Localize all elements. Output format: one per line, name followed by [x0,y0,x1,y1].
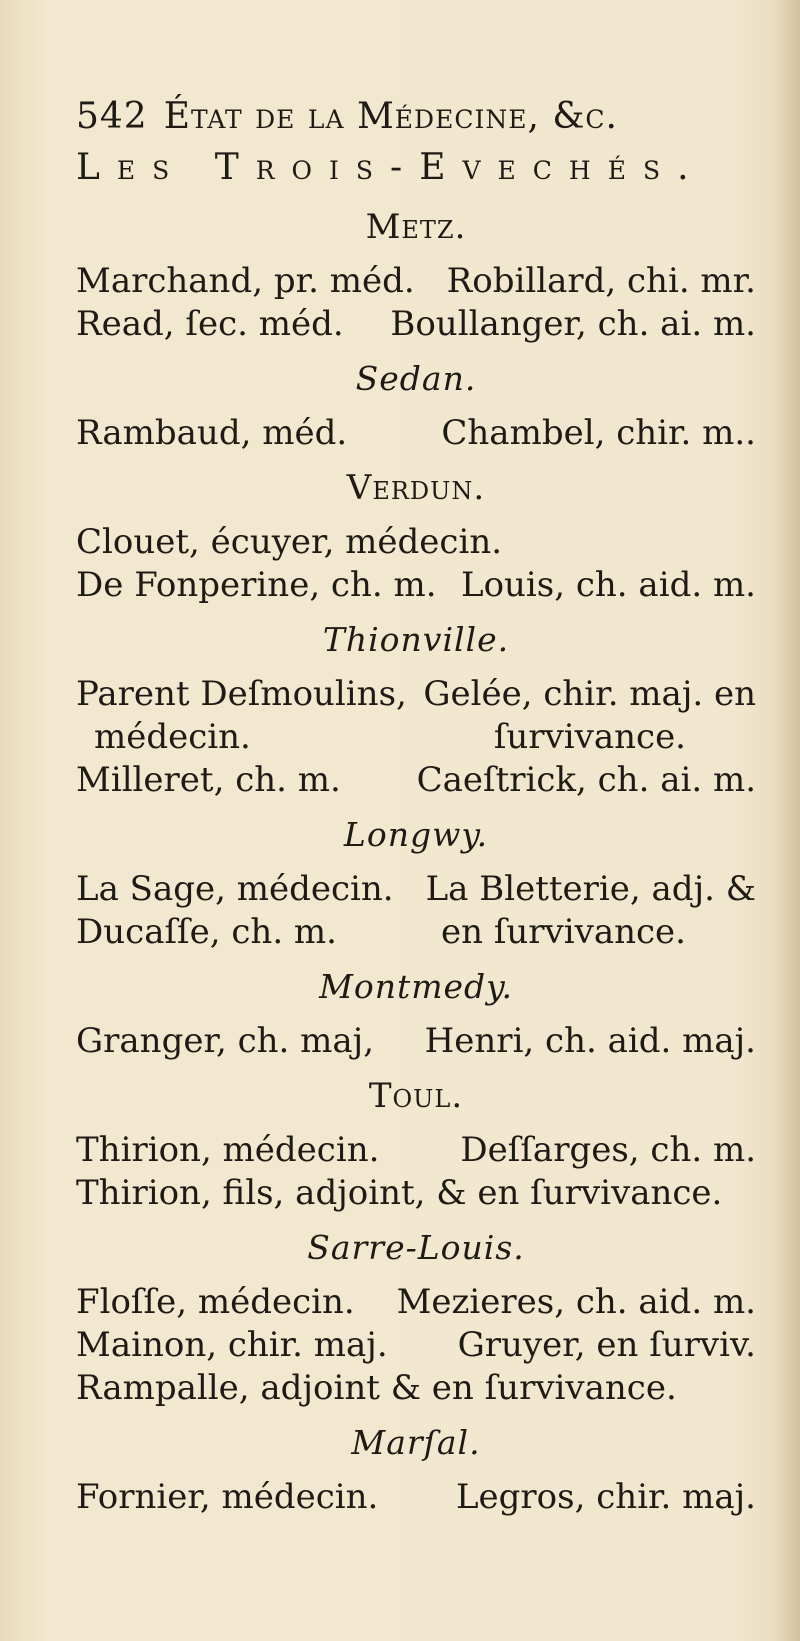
entry-row [76,759,756,802]
entry-row [76,1367,756,1410]
entry-left: Thirion, médecin. [76,1130,380,1170]
entry-row [76,1129,756,1172]
section-heading-longwy: Longwy. [343,815,489,854]
region-title: Les Trois-Evechés. [76,147,706,188]
entry-left: Thirion, fils, adjoint, & en ſurvivance. [76,1173,723,1213]
entry-row [76,1476,756,1519]
entry-left: Granger, ch. maj, [76,1021,375,1061]
entry-row [76,1020,756,1063]
entry-row [76,868,756,911]
entry-row [76,716,756,759]
entry-right: Louis, ch. aid. m. [460,565,756,605]
page-edge-shadow [774,0,800,1641]
section-heading-marsal: Marſal. [351,1423,481,1462]
entry-row [76,521,756,564]
entry-row [76,1281,756,1324]
entry-right: Robillard, chi. mr. [446,261,756,301]
entry-right: Deſſarges, ch. m. [460,1130,756,1170]
entry-left: Rampalle, adjoint & en ſurvivance. [76,1368,677,1408]
entry-left: Rambaud, méd. [76,413,348,453]
section-heading-verdun: Verdun. [346,468,486,508]
running-header [76,92,756,142]
entry-left: De Fonperine, ch. m. [76,565,437,605]
entry-row [76,564,756,607]
entry-right: ſurvivance. [493,717,686,757]
entry-right: Caeſtrick, ch. ai. m. [416,760,756,800]
running-title: État de la Médecine, &c. [163,96,618,137]
section-heading-montmedy: Montmedy. [319,967,513,1006]
page-number: 542 [76,96,148,137]
entry-right: Legros, chir. maj. [455,1477,756,1517]
entry-row [76,303,756,346]
entry-right: Gruyer, en ſurviv. [457,1325,756,1365]
entry-row [76,260,756,303]
entry-right: La Bletterie, adj. & [425,869,756,909]
entry-row [76,1324,756,1367]
entry-right: Chambel, chir. m.. [441,413,756,453]
entry-left: Marchand, pr. méd. [76,261,415,301]
entry-row [76,412,756,455]
entry-left: Ducaſſe, ch. m. [76,912,337,952]
entry-row [76,1172,756,1215]
entry-right: Mezieres, ch. aid. m. [396,1282,756,1322]
entry-left: Mainon, chir. maj. [76,1325,388,1365]
entry-left: Parent Deſmoulins, [76,674,407,714]
entry-row [76,911,756,954]
section-heading-sarre-louis: Sarre-Louis. [307,1228,525,1267]
entry-right: en ſurvivance. [441,912,686,952]
page-text [76,92,756,1519]
entry-row [76,673,756,716]
entry-right: Henri, ch. aid. maj. [424,1021,756,1061]
entry-left: Milleret, ch. m. [76,760,341,800]
entry-left: La Sage, médecin. [76,869,394,909]
section-heading-sedan: Sedan. [355,359,477,398]
entry-left: Floſſe, médecin. [76,1282,355,1322]
section-heading-thionville: Thionville. [322,620,510,659]
section-heading-metz: Metz. [365,207,467,247]
entry-left: Fornier, médecin. [76,1477,379,1517]
entry-left: médecin. [94,717,251,757]
entry-left: Clouet, écuyer, médecin. [76,522,503,562]
section-heading-toul: Toul. [368,1076,464,1116]
entry-right: Gelée, chir. maj. en [423,674,756,714]
entry-left: Read, ſec. méd. [76,304,344,344]
entry-right: Boullanger, ch. ai. m. [390,304,756,344]
